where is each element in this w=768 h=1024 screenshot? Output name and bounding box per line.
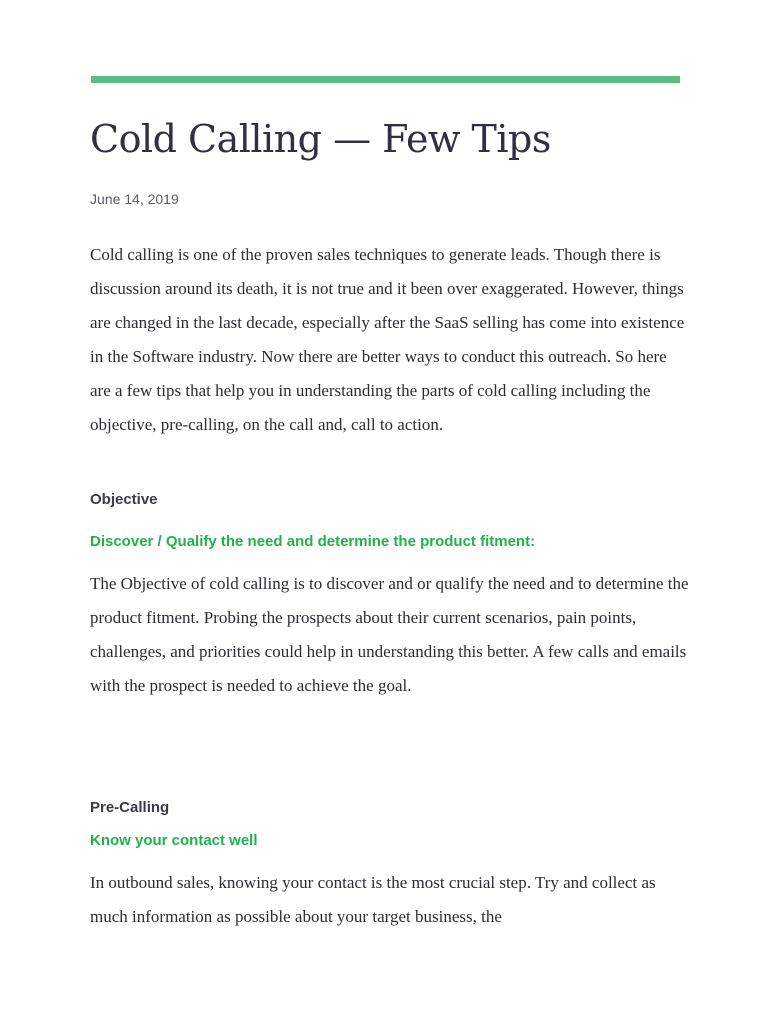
section-heading-objective: Objective xyxy=(90,491,158,508)
section-paragraph-pre-calling: In outbound sales, knowing your contact is the most crucial step. Try and collect as much information as possible about your target business, the xyxy=(90,873,656,926)
section-subheading-objective: Discover / Qualify the need and determine the product fitment: xyxy=(90,533,536,550)
publish-date: June 14, 2019 xyxy=(90,191,179,207)
top-accent-rule xyxy=(91,76,680,83)
section-paragraph-objective: The Objective of cold calling is to discover and or qualify the need and to determine the product fitment. Probing the prospects about their current scenarios, pain points, challenges, and priorities could help in understanding this better. A few calls and emails with the prospect is needed to achieve the goal. xyxy=(90,574,689,695)
section-subheading-pre-calling: Know your contact well xyxy=(90,832,258,849)
intro-paragraph: Cold calling is one of the proven sales techniques to generate leads. Though there is discussion around its death, it is not true and it been over exaggerated. However, things are changed in the last decade, especially after the SaaS selling has come into existence in the Software industry. Now there are better ways to conduct this outreach. So here are a few tips that help you in understanding the parts of cold calling including the objective, pre-calling, on the call and, call to action. xyxy=(90,245,685,434)
page-title: Cold Calling — Few Tips xyxy=(90,117,551,161)
section-heading-pre-calling: Pre-Calling xyxy=(90,799,170,816)
